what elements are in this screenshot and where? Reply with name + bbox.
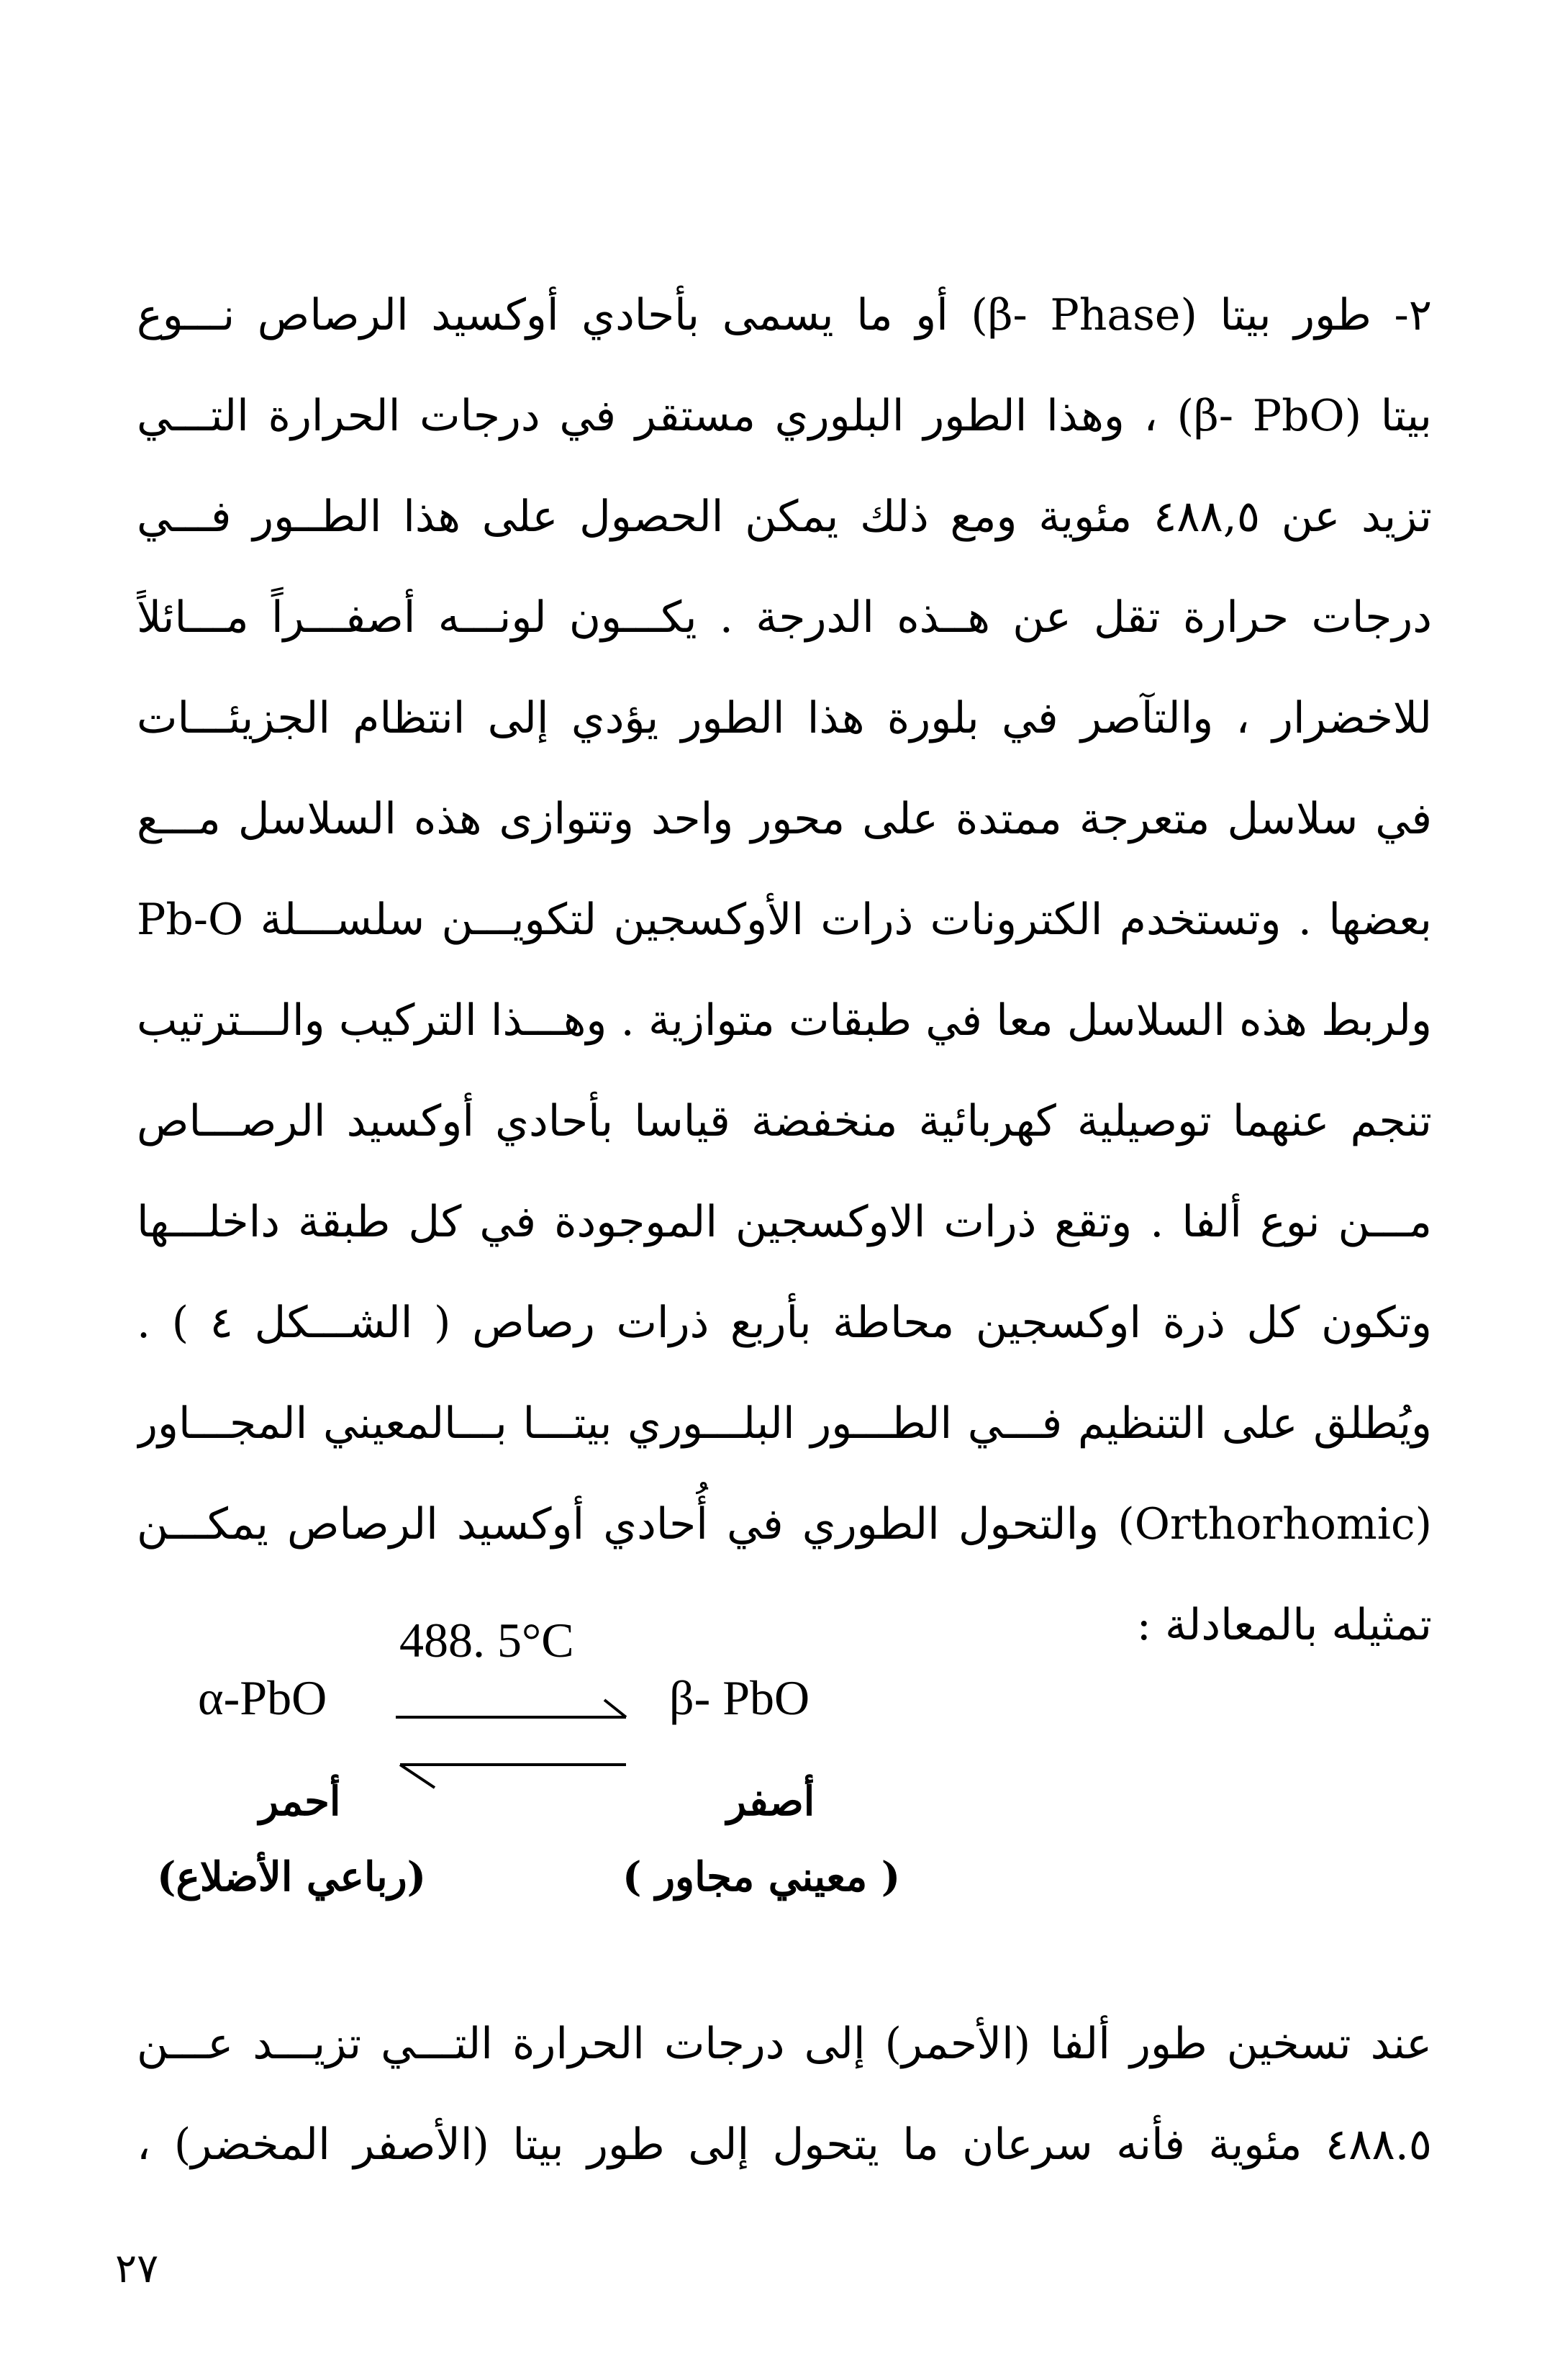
text-line: ٢- طور بيتا (β- Phase) أو ما يسمى بأحادي أوكسيد الرصاص نـــوع: [137, 290, 1432, 340]
text-line: ويُطلق على التنظيم فـــي الطـــور البلـــوري بيتـــا بـــالمعيني المجـــاور: [137, 1398, 1432, 1449]
text-line: (Orthorhomic) والتحول الطوري في أُحادي أوكسيد الرصاص يمكـــن: [137, 1499, 1432, 1549]
text-line: بيتا (β- PbO) ، وهذا الطور البلوري مستقر في درجات الحرارة التـــي: [137, 391, 1432, 441]
text-line: بعضها . وتستخدم الكترونات ذرات الأوكسجين لتكويـــن سلســـلة Pb-O: [137, 895, 1432, 945]
text-line: عند تسخين طور ألفا (الأحمر) إلى درجات الحرارة التـــي تزيـــد عـــن: [137, 2019, 1432, 2069]
text-line: تنجم عنهما توصيلية كهربائية منخفضة قياسا بأحادي أوكسيد الرصـــاص: [137, 1096, 1432, 1146]
reactant-structure-label: (رباعي الأضلاع): [157, 1853, 427, 1901]
text-line: وتكون كل ذرة اوكسجين محاطة بأربع ذرات رصاص ( الشـــكل ٤ ) .: [137, 1298, 1432, 1348]
reverse-arrow-icon: [394, 1762, 632, 1791]
equation-condition: 488. 5°C: [399, 1613, 574, 1668]
text-line: ولربط هذه السلاسل معا في طبقات متوازية . وهـــذا التركيب والـــترتيب: [137, 995, 1432, 1046]
product-structure-label: ( معيني مجاور ): [622, 1853, 901, 1901]
forward-arrow-icon: [394, 1698, 632, 1720]
product-color-label: أصفر: [727, 1778, 815, 1825]
text-line: درجات حرارة تقل عن هــذه الدرجة . يكـــون لونـــه أصفـــراً مـــائلاً: [137, 592, 1432, 643]
page-number: ٢٧: [115, 2245, 159, 2292]
text-line: مـــن نوع ألفا . وتقع ذرات الاوكسجين الموجودة في كل طبقة داخلـــها: [137, 1197, 1432, 1247]
text-line: تمثيله بالمعادلة :: [1136, 1600, 1432, 1650]
equation-reactant: α-PbO: [198, 1670, 327, 1725]
text-line: للاخضرار ، والتآصر في بلورة هذا الطور يؤدي إلى انتظام الجزيئـــات: [137, 693, 1432, 743]
reactant-color-label: أحمر: [259, 1778, 341, 1825]
text-line: ٤٨٨.٥ مئوية فأنه سرعان ما يتحول إلى طور بيتا (الأصفر المخضر) ،: [137, 2119, 1432, 2170]
text-line: تزيد عن ٤٨٨,٥ مئوية ومع ذلك يمكن الحصول على هذا الطــور فـــي: [137, 492, 1432, 542]
text-line: في سلاسل متعرجة ممتدة على محور واحد وتتوازى هذه السلاسل مـــع: [137, 794, 1432, 844]
equation-product: β- PbO: [669, 1670, 810, 1725]
